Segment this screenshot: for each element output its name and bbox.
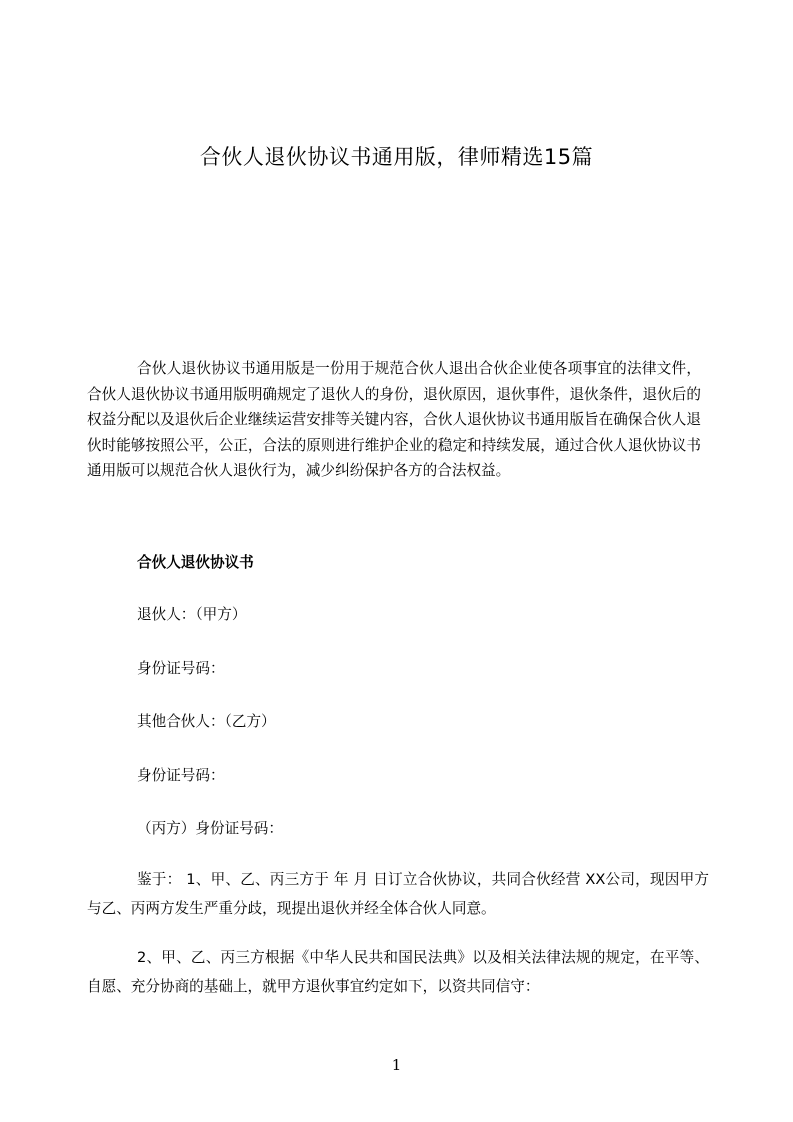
intro-paragraph: 合伙人退伙协议书通用版是一份用于规范合伙人退出合伙企业使各项事宜的法律文件，合伙人退伙协议书通用版明确规定了退伙人的身份，退伙原因，退伙事件，退伙条件，退伙后的权益分配以及退伙后企业继续运营安排等关键内容，合伙人退伙协议书通用版旨在确保合伙人退伙时能够按照公平，公正，合法的原则进行维护企业的稳定和持续发展，通过合伙人退伙协议书通用版可以规范合伙人退伙行为，减少纠纷保护各方的合法权益。 — [87, 360, 701, 479]
other-partner-field: 其他合伙人：（乙方） — [137, 713, 276, 730]
clause-1-paragraph: 鉴于： 1、甲、乙、丙三方于 年 月 日订立合伙协议，共同合伙经营 XX公司，现因甲方与乙、丙两方发生严重分歧，现提出退伙并经全体合伙人同意。 — [87, 871, 709, 917]
page-number: 1 — [391, 1056, 402, 1074]
section-heading: 合伙人退伙协议书 — [137, 554, 254, 571]
party-c-id-field: （丙方）身份证号码： — [137, 820, 283, 837]
id-number-field-1: 身份证号码： — [137, 660, 225, 677]
clause-2-paragraph: 2、甲、乙、丙三方根据《中华人民共和国民法典》以及相关法律法规的规定，在平等、自愿、充分协商的基础上，就甲方退伙事宜约定如下，以资共同信守： — [87, 949, 709, 995]
id-number-field-2: 身份证号码： — [137, 767, 225, 784]
withdrawing-partner-field: 退伙人：（甲方） — [137, 606, 247, 623]
document-title: 合伙人退伙协议书通用版，律师精选15篇 — [199, 145, 594, 169]
